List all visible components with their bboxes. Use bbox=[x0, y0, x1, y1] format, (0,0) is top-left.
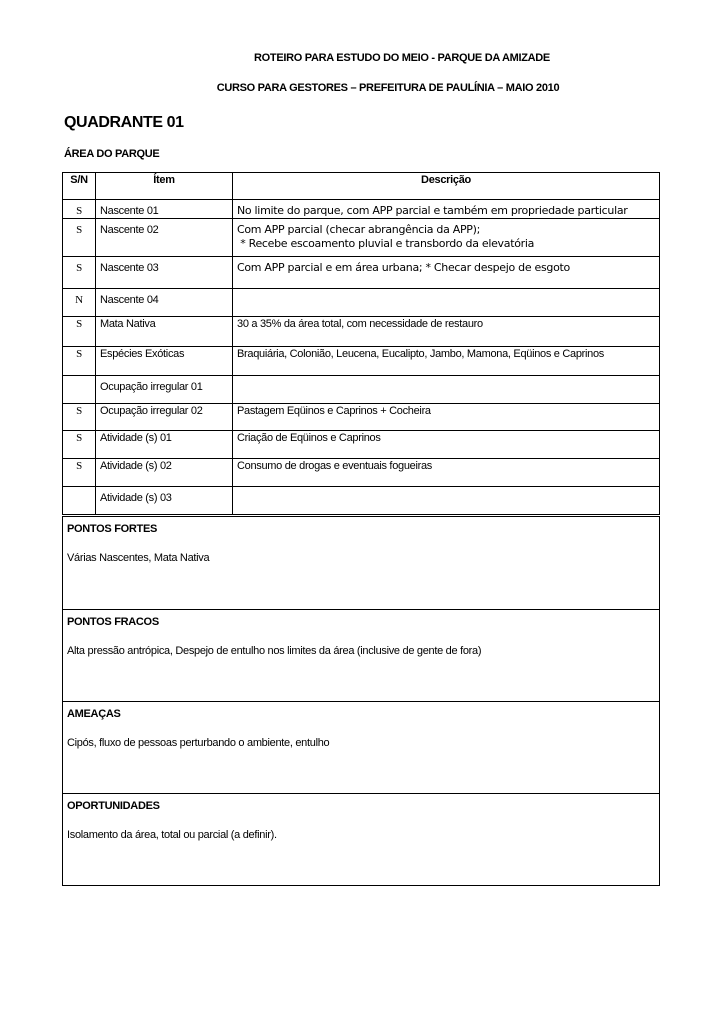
cell-item: Espécies Exóticas bbox=[96, 347, 233, 376]
cell-sn: N bbox=[63, 289, 96, 317]
cell-item: Atividade (s) 02 bbox=[96, 459, 233, 487]
cell-sn: S bbox=[63, 347, 96, 376]
cell-description: Consumo de drogas e eventuais fogueiras bbox=[233, 459, 660, 487]
table-row bbox=[63, 289, 660, 317]
cell-sn: S bbox=[63, 404, 96, 431]
table-row bbox=[63, 487, 660, 515]
cell-sn: S bbox=[63, 431, 96, 459]
cell-description bbox=[233, 487, 660, 515]
document-subtitle: CURSO PARA GESTORES – PREFEITURA DE PAULÍNIA – MAIO 2010 bbox=[216, 82, 560, 94]
section-title: OPORTUNIDADES bbox=[67, 800, 160, 812]
column-header-sn: S/N bbox=[63, 173, 96, 200]
table-row bbox=[63, 459, 660, 487]
cell-item: Atividade (s) 01 bbox=[96, 431, 233, 459]
cell-sn: S bbox=[63, 219, 96, 257]
cell-item: Nascente 03 bbox=[96, 257, 233, 289]
table-row bbox=[63, 200, 660, 219]
cell-sn bbox=[63, 376, 96, 404]
column-header-description: Descrição bbox=[233, 173, 660, 200]
section-text: Várias Nascentes, Mata Nativa bbox=[67, 552, 210, 564]
cell-item: Nascente 02 bbox=[96, 219, 233, 257]
cell-sn: S bbox=[63, 459, 96, 487]
column-header-item: Ítem bbox=[96, 173, 233, 200]
section-text: Isolamento da área, total ou parcial (a definir). bbox=[67, 829, 277, 841]
strengths-section bbox=[63, 517, 659, 609]
cell-description bbox=[233, 289, 660, 317]
section-title: PONTOS FORTES bbox=[67, 523, 158, 535]
cell-item: Mata Nativa bbox=[96, 317, 233, 347]
cell-description: Pastagem Eqüinos e Caprinos + Cocheira bbox=[233, 404, 660, 431]
cell-description: 30 a 35% da área total, com necessidade de restauro bbox=[233, 317, 660, 347]
cell-description: Braquiária, Colonião, Leucena, Eucalipto, Jambo, Mamona, Eqüinos e Caprinos bbox=[233, 347, 660, 376]
threats-section bbox=[63, 701, 659, 793]
cell-item: Atividade (s) 03 bbox=[96, 487, 233, 515]
cell-description: Com APP parcial (checar abrangência da APP); * Recebe escoamento pluvial e transbordo da elevatória bbox=[233, 219, 660, 257]
table-row bbox=[63, 257, 660, 289]
cell-sn: S bbox=[63, 317, 96, 347]
cell-description: Criação de Eqüinos e Caprinos bbox=[233, 431, 660, 459]
cell-sn: S bbox=[63, 257, 96, 289]
section-title: PONTOS FRACOS bbox=[67, 616, 159, 628]
table-row bbox=[63, 347, 660, 376]
swot-sections bbox=[62, 516, 660, 886]
cell-sn bbox=[63, 487, 96, 515]
section-text: Cipós, fluxo de pessoas perturbando o ambiente, entulho bbox=[67, 737, 330, 749]
cell-sn: S bbox=[63, 200, 96, 219]
table-header-row bbox=[63, 173, 660, 200]
quadrant-heading: QUADRANTE 01 bbox=[64, 114, 184, 131]
cell-item: Nascente 01 bbox=[96, 200, 233, 219]
cell-description: No limite do parque, com APP parcial e também em propriedade particular bbox=[233, 200, 660, 219]
cell-item: Nascente 04 bbox=[96, 289, 233, 317]
opportunities-section bbox=[63, 793, 659, 885]
cell-description: Com APP parcial e em área urbana; * Checar despejo de esgoto bbox=[233, 257, 660, 289]
table-row bbox=[63, 317, 660, 347]
section-text: Alta pressão antrópica, Despejo de entulho nos limites da área (inclusive de gente de fora) bbox=[67, 645, 482, 657]
weaknesses-section bbox=[63, 609, 659, 701]
cell-item: Ocupação irregular 01 bbox=[96, 376, 233, 404]
cell-description bbox=[233, 376, 660, 404]
table-row bbox=[63, 219, 660, 257]
table-row bbox=[63, 404, 660, 431]
section-title: AMEAÇAS bbox=[67, 708, 121, 720]
table-row bbox=[63, 431, 660, 459]
document-title: ROTEIRO PARA ESTUDO DO MEIO - PARQUE DA AMIZADE bbox=[254, 52, 550, 64]
table-row bbox=[63, 376, 660, 404]
cell-item: Ocupação irregular 02 bbox=[96, 404, 233, 431]
park-items-table bbox=[62, 172, 660, 515]
section-heading: ÁREA DO PARQUE bbox=[64, 148, 160, 160]
